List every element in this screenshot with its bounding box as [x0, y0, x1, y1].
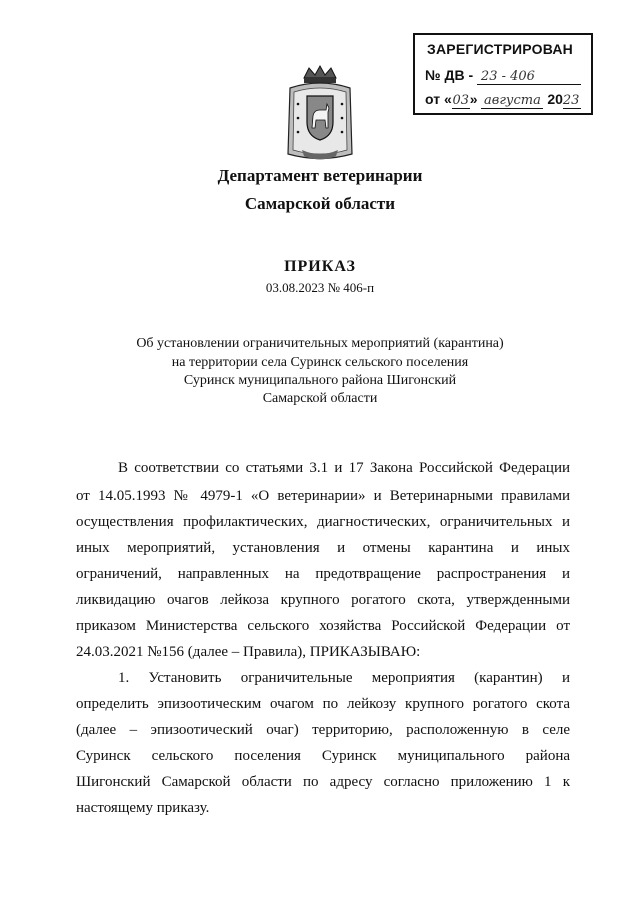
stamp-number-row — [425, 67, 581, 85]
body-line-5: ограничений, направленных на предотвращение распространения и — [76, 566, 570, 582]
body-line-11: (далее – эпизоотический очаг) территорию, расположенную в селе — [76, 722, 570, 738]
title-line-4: Самарской области — [262, 391, 378, 406]
stamp-number-value: 23 - 406 — [480, 69, 535, 84]
body-line-2: от 14.05.1993 № 4979-1 «О ветеринарии» и Ветеринарными правилами — [76, 488, 570, 504]
samara-coat-of-arms-icon — [282, 64, 358, 164]
body-line-7: приказом Министерства сельского хозяйства Российской Федерации от — [76, 618, 570, 634]
body-line-14: настоящему приказу. — [76, 800, 210, 816]
title-line-3: Суринск муниципального района Шигонский — [183, 373, 457, 388]
stamp-date-day: 03 — [452, 93, 470, 108]
stamp-title: ЗАРЕГИСТРИРОВАН — [427, 41, 573, 57]
document-type: ПРИКАЗ — [284, 258, 356, 275]
stamp-year: 23 — [562, 93, 580, 108]
registration-stamp — [413, 33, 593, 115]
body-line-6: ликвидацию очагов лейкоза крупного рогатого скота, утвержденными — [76, 592, 570, 608]
title-line-1: Об установлении ограничительных мероприятий (карантина) — [136, 336, 504, 351]
department-name-line2: Самарской области — [244, 194, 396, 213]
body-line-13: Шигонский Самарской области по адресу согласно приложению 1 к — [76, 774, 570, 790]
stamp-date-mid: » — [469, 91, 478, 107]
body-line-4: иных мероприятий, установления и отмены карантина и иных — [76, 540, 570, 556]
department-name-line1: Департамент ветеринарии — [217, 166, 423, 185]
stamp-year-prefix: 20 — [547, 91, 563, 107]
body-line-1: В соответствии со статьями 3.1 и 17 Закона Российской Федерации — [118, 460, 570, 476]
body-line-10: определить эпизоотическим очагом по лейкозу крупного рогатого скота — [76, 696, 570, 712]
body-line-9: 1. Установить ограничительные мероприятия (карантин) и — [118, 670, 570, 686]
stamp-date-prefix: от « — [425, 91, 452, 107]
body-line-8: 24.03.2021 №156 (далее – Правила), ПРИКАЗЫВАЮ: — [76, 644, 421, 660]
document-number: 03.08.2023 № 406-п — [265, 280, 375, 295]
body-line-3: осуществления профилактических, диагностических, ограничительных и — [76, 514, 570, 530]
stamp-date-row — [425, 91, 581, 109]
title-line-2: на территории села Суринск сельского поселения — [171, 355, 469, 370]
stamp-date-month: августа — [481, 93, 543, 109]
stamp-number-line — [477, 67, 581, 85]
body-line-12: Суринск сельского поселения Суринск муниципального района — [76, 748, 570, 764]
stamp-number-label: № ДВ - — [425, 67, 474, 83]
